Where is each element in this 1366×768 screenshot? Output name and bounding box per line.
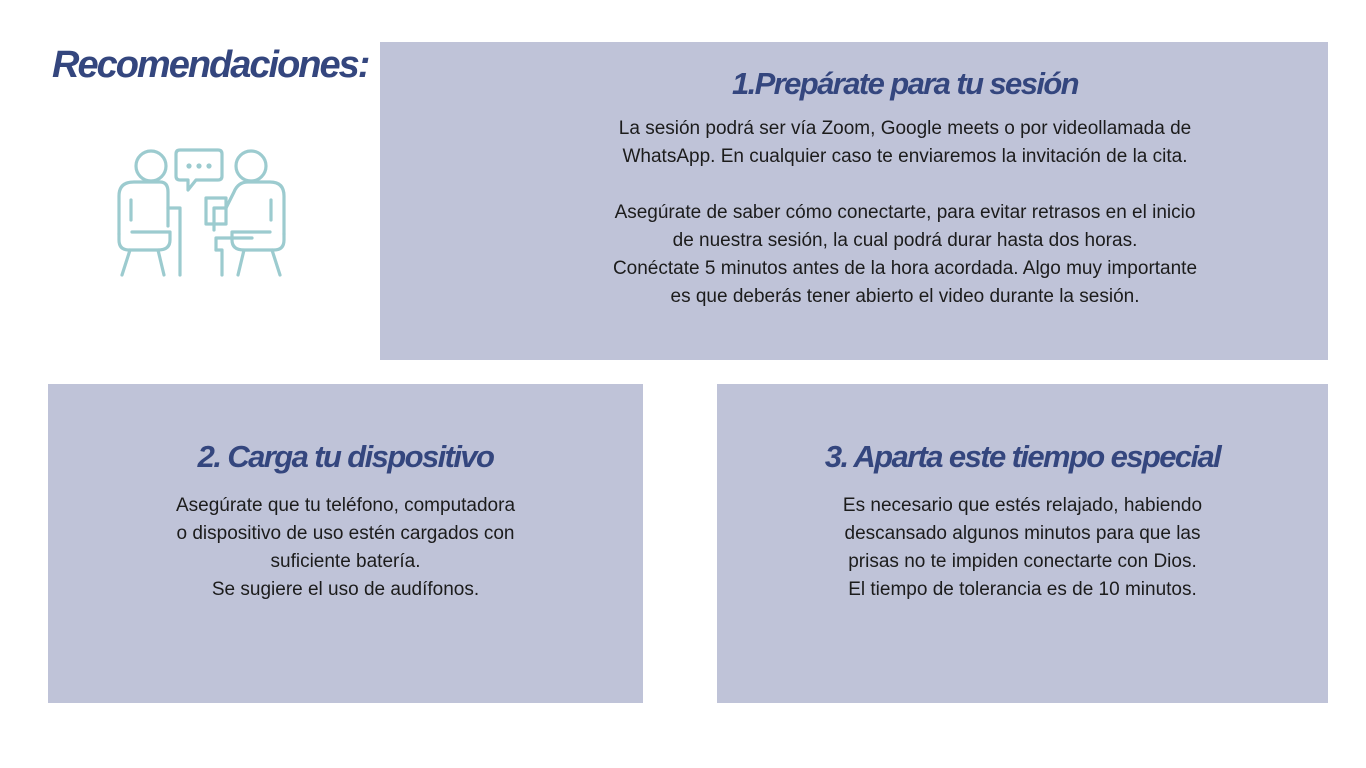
card-title: 3. Aparta este tiempo especial (824, 439, 1221, 474)
body-line: de nuestra sesión, la cual podrá durar hasta dos horas. (672, 230, 1138, 251)
card-title: 2. Carga tu dispositivo (197, 439, 494, 474)
card-prepare-session (380, 42, 1328, 360)
body-line: suficiente batería. (270, 551, 421, 572)
body-line: Asegúrate que tu teléfono, computadora (175, 495, 516, 516)
body-line: es que deberás tener abierto el video durante la sesión. (670, 286, 1140, 307)
body-line: El tiempo de tolerancia es de 10 minutos. (848, 579, 1197, 600)
body-line: La sesión podrá ser vía Zoom, Google meets o por videollamada de (618, 118, 1192, 139)
card-charge-device (48, 384, 643, 703)
body-line: o dispositivo de uso estén cargados con (176, 523, 515, 544)
page-title: Recomendaciones: (52, 44, 369, 86)
body-line: Se sugiere el uso de audífonos. (211, 579, 480, 600)
body-line: Es necesario que estés relajado, habiendo (842, 495, 1203, 516)
card-body (717, 492, 1328, 604)
body-line: WhatsApp. En cualquier caso te enviaremos la invitación de la cita. (622, 146, 1188, 167)
body-line: Conéctate 5 minutos antes de la hora acordada. Algo muy importante (612, 258, 1198, 279)
card-body (48, 492, 643, 604)
card-special-time (717, 384, 1328, 703)
card-title: 1.Prepárate para tu sesión (731, 66, 1079, 101)
body-line: descansado algunos minutos para que las (844, 523, 1201, 544)
body-line: prisas no te impiden conectarte con Dios. (848, 551, 1197, 572)
card-body (380, 115, 1328, 311)
paragraph-gap (482, 171, 1328, 199)
counseling-session-icon (112, 146, 292, 278)
body-line: Asegúrate de saber cómo conectarte, para evitar retrasos en el inicio (614, 202, 1196, 223)
